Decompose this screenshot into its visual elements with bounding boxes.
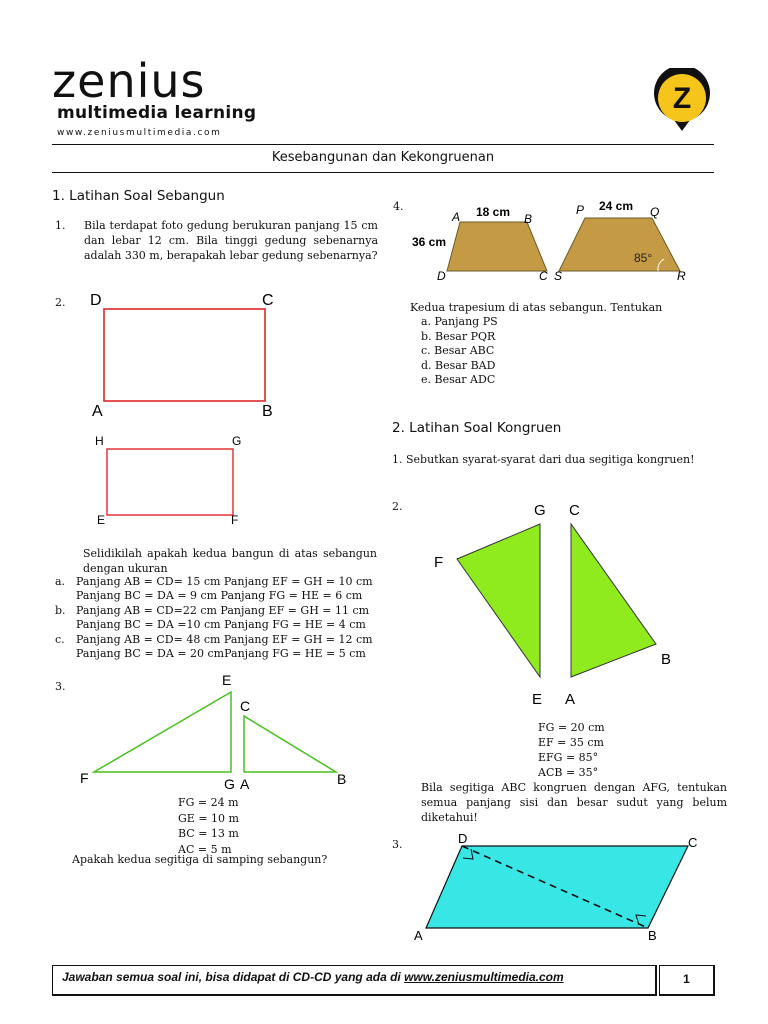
header-rule-bottom (52, 172, 714, 173)
footer-link[interactable]: www.zeniusmultimedia.com (404, 970, 564, 984)
option-letter: a. (55, 575, 66, 588)
q4-item-d: d. Besar BAD (421, 358, 496, 372)
q4-item-b: b. Besar PQR (421, 329, 496, 343)
label-H: H (95, 434, 104, 448)
label-C: C (240, 698, 251, 714)
fact-acb: ACB = 35° (538, 766, 599, 779)
s2-q2-number: 2. (392, 500, 403, 513)
label-F: F (80, 770, 89, 786)
option-c (55, 633, 385, 662)
s1-q2-number: 2. (55, 296, 66, 309)
label-A: A (240, 776, 250, 792)
option-line: Panjang AB = CD=22 cm Panjang EF = GH = 11 cm (76, 604, 370, 617)
s1-q1-text: Bila terdapat foto gedung berukuran panjang 15 cm dan lebar 12 cm. Bila tinggi gedung sebenarnya adalah 330 m, berapakah lebar gedung sebenarnya? (84, 219, 378, 262)
fact-efg: EFG = 85° (538, 751, 599, 764)
label-C: C (539, 269, 548, 283)
triangle-efg (94, 692, 231, 772)
s1-q2-prompt: Selidikilah apakah kedua bangun di atas sebangun dengan ukuran (83, 547, 377, 575)
label-B: B (648, 928, 657, 943)
s2-q2-facts (538, 720, 605, 780)
rectangle-efgh-diagram (90, 432, 250, 532)
label-G: G (534, 502, 546, 519)
trapezoid-abcd (447, 222, 547, 271)
brand-logo-text: zenius (52, 54, 206, 108)
fact-ef: EF = 35 cm (538, 736, 604, 749)
label-R: R (677, 269, 686, 283)
option-letter: c. (55, 633, 65, 646)
triangle-abc (244, 716, 336, 772)
triangle-abc (571, 524, 656, 677)
label-F: F (434, 554, 444, 571)
label-C: C (262, 292, 274, 309)
option-line: Panjang AB = CD= 48 cm Panjang EF = GH = 12 cm (76, 633, 373, 646)
label-F: F (231, 513, 239, 527)
label-P: P (576, 203, 585, 217)
label-G: G (224, 776, 235, 792)
option-letter: b. (55, 604, 66, 617)
q4-item-c: c. Besar ABC (421, 344, 495, 357)
fact-bc: BC = 13 m (178, 827, 239, 840)
document-title: Kesebangunan dan Kekongruenan (271, 150, 495, 165)
option-line: Panjang BC = DA = 9 cm Panjang FG = HE = 6 cm (76, 589, 363, 602)
option-line: Panjang AB = CD= 15 cm Panjang EF = GH = 10 cm (76, 575, 373, 588)
rectangle-abcd (104, 309, 265, 401)
s2-q2-question: Bila segitiga ABC kongruen dengan AFG, tentukan semua panjang sisi dan besar sudut yang belum diketahui! (421, 781, 727, 824)
option-line: Panjang BC = DA =10 cm Panjang FG = HE = 4 cm (76, 618, 366, 631)
header-rule-top (52, 144, 714, 145)
page-number: 1 (683, 972, 690, 986)
label-A: A (414, 928, 423, 943)
label-C: C (688, 835, 698, 850)
label-A: A (452, 210, 461, 224)
fact-ac: AC = 5 m (178, 842, 232, 856)
s1-q3-facts (178, 795, 239, 857)
label-A: A (565, 691, 576, 708)
trapezoid-pqrs (559, 218, 680, 271)
label-E: E (222, 672, 232, 688)
footer-note (62, 970, 564, 984)
option-b (55, 604, 385, 633)
label-B: B (661, 651, 672, 668)
fact-fg: FG = 24 m (178, 796, 239, 809)
option-line: Panjang BC = DA = 20 cmPanjang FG = HE = 5 cm (76, 647, 366, 660)
s2-q1-text: 1. Sebutkan syarat-syarat dari dua segitiga kongruen! (392, 453, 695, 466)
label-C: C (569, 502, 580, 519)
label-G: G (232, 434, 242, 448)
rectangle-efgh (107, 449, 233, 515)
q4-items (421, 315, 498, 388)
label-E: E (97, 513, 106, 527)
s1-q3-number: 3. (55, 680, 66, 693)
badge-letter: Z (672, 82, 692, 115)
s2-q3-number: 3. (392, 838, 403, 851)
triangle-afg (457, 524, 540, 677)
label-85-deg: 85° (634, 251, 653, 265)
fact-fg: FG = 20 cm (538, 721, 605, 734)
s1-q3-question: Apakah kedua segitiga di samping sebangun? (72, 853, 328, 866)
label-E: E (532, 691, 543, 708)
label-D: D (437, 269, 446, 283)
option-a (55, 575, 385, 604)
label-B: B (337, 771, 347, 787)
q4-item-e: e. Besar ADC (421, 373, 496, 386)
trapezoids-diagram (412, 196, 702, 291)
brand-tagline: multimedia learning (57, 103, 257, 123)
label-Q: Q (650, 205, 660, 219)
congruent-triangles-diagram (428, 495, 698, 710)
label-36cm: 36 cm (412, 235, 447, 249)
parallelogram-diagram (410, 828, 710, 948)
footer-text: Jawaban semua soal ini, bisa didapat di CD-CD yang ada di (62, 970, 405, 984)
q4-number: 4. (393, 200, 404, 213)
label-B: B (524, 212, 533, 226)
section2-title: 2. Latihan Soal Kongruen (392, 420, 562, 436)
q4-item-a: a. Panjang PS (421, 315, 498, 328)
label-B: B (262, 403, 273, 420)
label-D: D (458, 831, 468, 846)
label-A: A (92, 403, 103, 420)
label-24cm: 24 cm (599, 199, 634, 213)
brand-url[interactable]: www.zeniusmultimedia.com (57, 128, 222, 138)
triangles-efg-abc-diagram (78, 668, 368, 798)
section1-title: 1. Latihan Soal Sebangun (52, 188, 225, 204)
label-18cm: 18 cm (476, 205, 511, 219)
label-D: D (90, 292, 102, 309)
zenius-badge-icon (652, 68, 712, 134)
s1-q1-number: 1. (55, 219, 66, 232)
rectangle-abcd-diagram (80, 285, 300, 425)
q4-prompt: Kedua trapesium di atas sebangun. Tentukan (410, 301, 663, 314)
fact-ge: GE = 10 m (178, 811, 239, 825)
s1-q2-options (55, 575, 385, 662)
label-S: S (554, 269, 563, 283)
